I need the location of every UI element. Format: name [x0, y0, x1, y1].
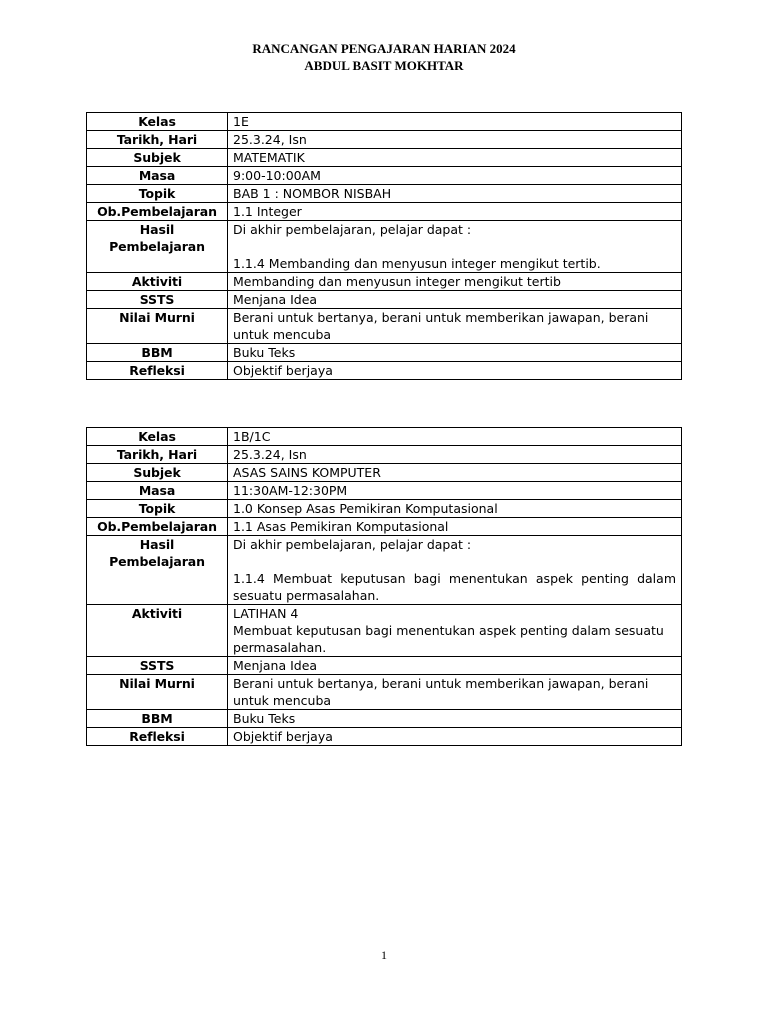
- hasil-detail: 1.1.4 Membanding dan menyusun integer mengikut tertib.: [233, 256, 601, 271]
- table-row: [87, 167, 682, 185]
- document-title: RANCANGAN PENGAJARAN HARIAN 2024: [252, 41, 516, 56]
- masa-label: Masa: [87, 482, 228, 500]
- bbm-label: BBM: [87, 710, 228, 728]
- aktiviti-value: Membanding dan menyusun integer mengikut tertib: [228, 273, 682, 291]
- refleksi-label: Refleksi: [87, 362, 228, 380]
- tarikh-value: 25.3.24, Isn: [228, 446, 682, 464]
- ob-pembelajaran-label: Ob.Pembelajaran: [87, 203, 228, 221]
- table-row: [87, 728, 682, 746]
- document-header: [0, 40, 768, 74]
- document-author: ABDUL BASIT MOKHTAR: [304, 58, 464, 73]
- page-number: 1: [381, 948, 387, 962]
- aktiviti-value: [228, 605, 682, 657]
- table-row: [87, 291, 682, 309]
- table-row: [87, 446, 682, 464]
- aktiviti-text: Membuat keputusan bagi menentukan aspek penting dalam sesuatu permasalahan.: [233, 623, 664, 655]
- table-row: [87, 362, 682, 380]
- ob-pembelajaran-label: Ob.Pembelajaran: [87, 518, 228, 536]
- aktiviti-label: Aktiviti: [87, 273, 228, 291]
- nilai-murni-value: Berani untuk bertanya, berani untuk memberikan jawapan, berani untuk mencuba: [228, 309, 682, 344]
- hasil-pembelajaran-label: [87, 221, 228, 273]
- ssts-label: SSTS: [87, 657, 228, 675]
- hasil-intro: Di akhir pembelajaran, pelajar dapat :: [233, 537, 472, 552]
- ob-pembelajaran-value: 1.1 Asas Pemikiran Komputasional: [228, 518, 682, 536]
- aktiviti-label: Aktiviti: [87, 605, 228, 657]
- ssts-value: Menjana Idea: [228, 291, 682, 309]
- hasil-label-line-1: Hasil: [139, 537, 175, 552]
- masa-value: 11:30AM-12:30PM: [228, 482, 682, 500]
- hasil-intro: Di akhir pembelajaran, pelajar dapat :: [233, 222, 472, 237]
- kelas-label: Kelas: [87, 113, 228, 131]
- refleksi-value: Objektif berjaya: [228, 362, 682, 380]
- table-row: [87, 464, 682, 482]
- tarikh-label: Tarikh, Hari: [87, 446, 228, 464]
- subjek-label: Subjek: [87, 149, 228, 167]
- masa-value: 9:00-10:00AM: [228, 167, 682, 185]
- hasil-label-line-1: Hasil: [139, 222, 175, 237]
- table-row: [87, 185, 682, 203]
- topik-value: BAB 1 : NOMBOR NISBAH: [228, 185, 682, 203]
- table-row: [87, 605, 682, 657]
- hasil-pembelajaran-value: [228, 221, 682, 273]
- hasil-label-line-2: Pembelajaran: [109, 239, 205, 254]
- bbm-value: Buku Teks: [228, 710, 682, 728]
- table-row: [87, 131, 682, 149]
- kelas-value: 1E: [228, 113, 682, 131]
- aktiviti-title: LATIHAN 4: [233, 606, 299, 621]
- table-row: [87, 500, 682, 518]
- topik-label: Topik: [87, 500, 228, 518]
- refleksi-value: Objektif berjaya: [228, 728, 682, 746]
- nilai-murni-label: Nilai Murni: [87, 675, 228, 710]
- table-row: [87, 113, 682, 131]
- table-row: [87, 273, 682, 291]
- hasil-label-line-2: Pembelajaran: [109, 554, 205, 569]
- kelas-label: Kelas: [87, 428, 228, 446]
- table-row: [87, 518, 682, 536]
- table-row: [87, 428, 682, 446]
- masa-label: Masa: [87, 167, 228, 185]
- tarikh-label: Tarikh, Hari: [87, 131, 228, 149]
- bbm-label: BBM: [87, 344, 228, 362]
- subjek-value: ASAS SAINS KOMPUTER: [228, 464, 682, 482]
- table-row: [87, 710, 682, 728]
- hasil-pembelajaran-value: [228, 536, 682, 605]
- table-row: [87, 536, 682, 605]
- topik-label: Topik: [87, 185, 228, 203]
- nilai-murni-value: Berani untuk bertanya, berani untuk memberikan jawapan, berani untuk mencuba: [228, 675, 682, 710]
- tarikh-value: 25.3.24, Isn: [228, 131, 682, 149]
- ssts-value: Menjana Idea: [228, 657, 682, 675]
- table-row: [87, 203, 682, 221]
- ssts-label: SSTS: [87, 291, 228, 309]
- table-row: [87, 149, 682, 167]
- topik-value: 1.0 Konsep Asas Pemikiran Komputasional: [228, 500, 682, 518]
- table-row: [87, 309, 682, 344]
- ob-pembelajaran-value: 1.1 Integer: [228, 203, 682, 221]
- table-row: [87, 221, 682, 273]
- refleksi-label: Refleksi: [87, 728, 228, 746]
- lesson-plan-table-2: [86, 427, 682, 746]
- bbm-value: Buku Teks: [228, 344, 682, 362]
- subjek-value: MATEMATIK: [228, 149, 682, 167]
- nilai-murni-label: Nilai Murni: [87, 309, 228, 344]
- kelas-value: 1B/1C: [228, 428, 682, 446]
- subjek-label: Subjek: [87, 464, 228, 482]
- table-row: [87, 344, 682, 362]
- table-row: [87, 482, 682, 500]
- table-row: [87, 657, 682, 675]
- lesson-plan-table-1: [86, 112, 682, 380]
- hasil-pembelajaran-label: [87, 536, 228, 605]
- hasil-detail: 1.1.4 Membuat keputusan bagi menentukan aspek penting dalam sesuatu permasalahan.: [233, 571, 676, 603]
- table-row: [87, 675, 682, 710]
